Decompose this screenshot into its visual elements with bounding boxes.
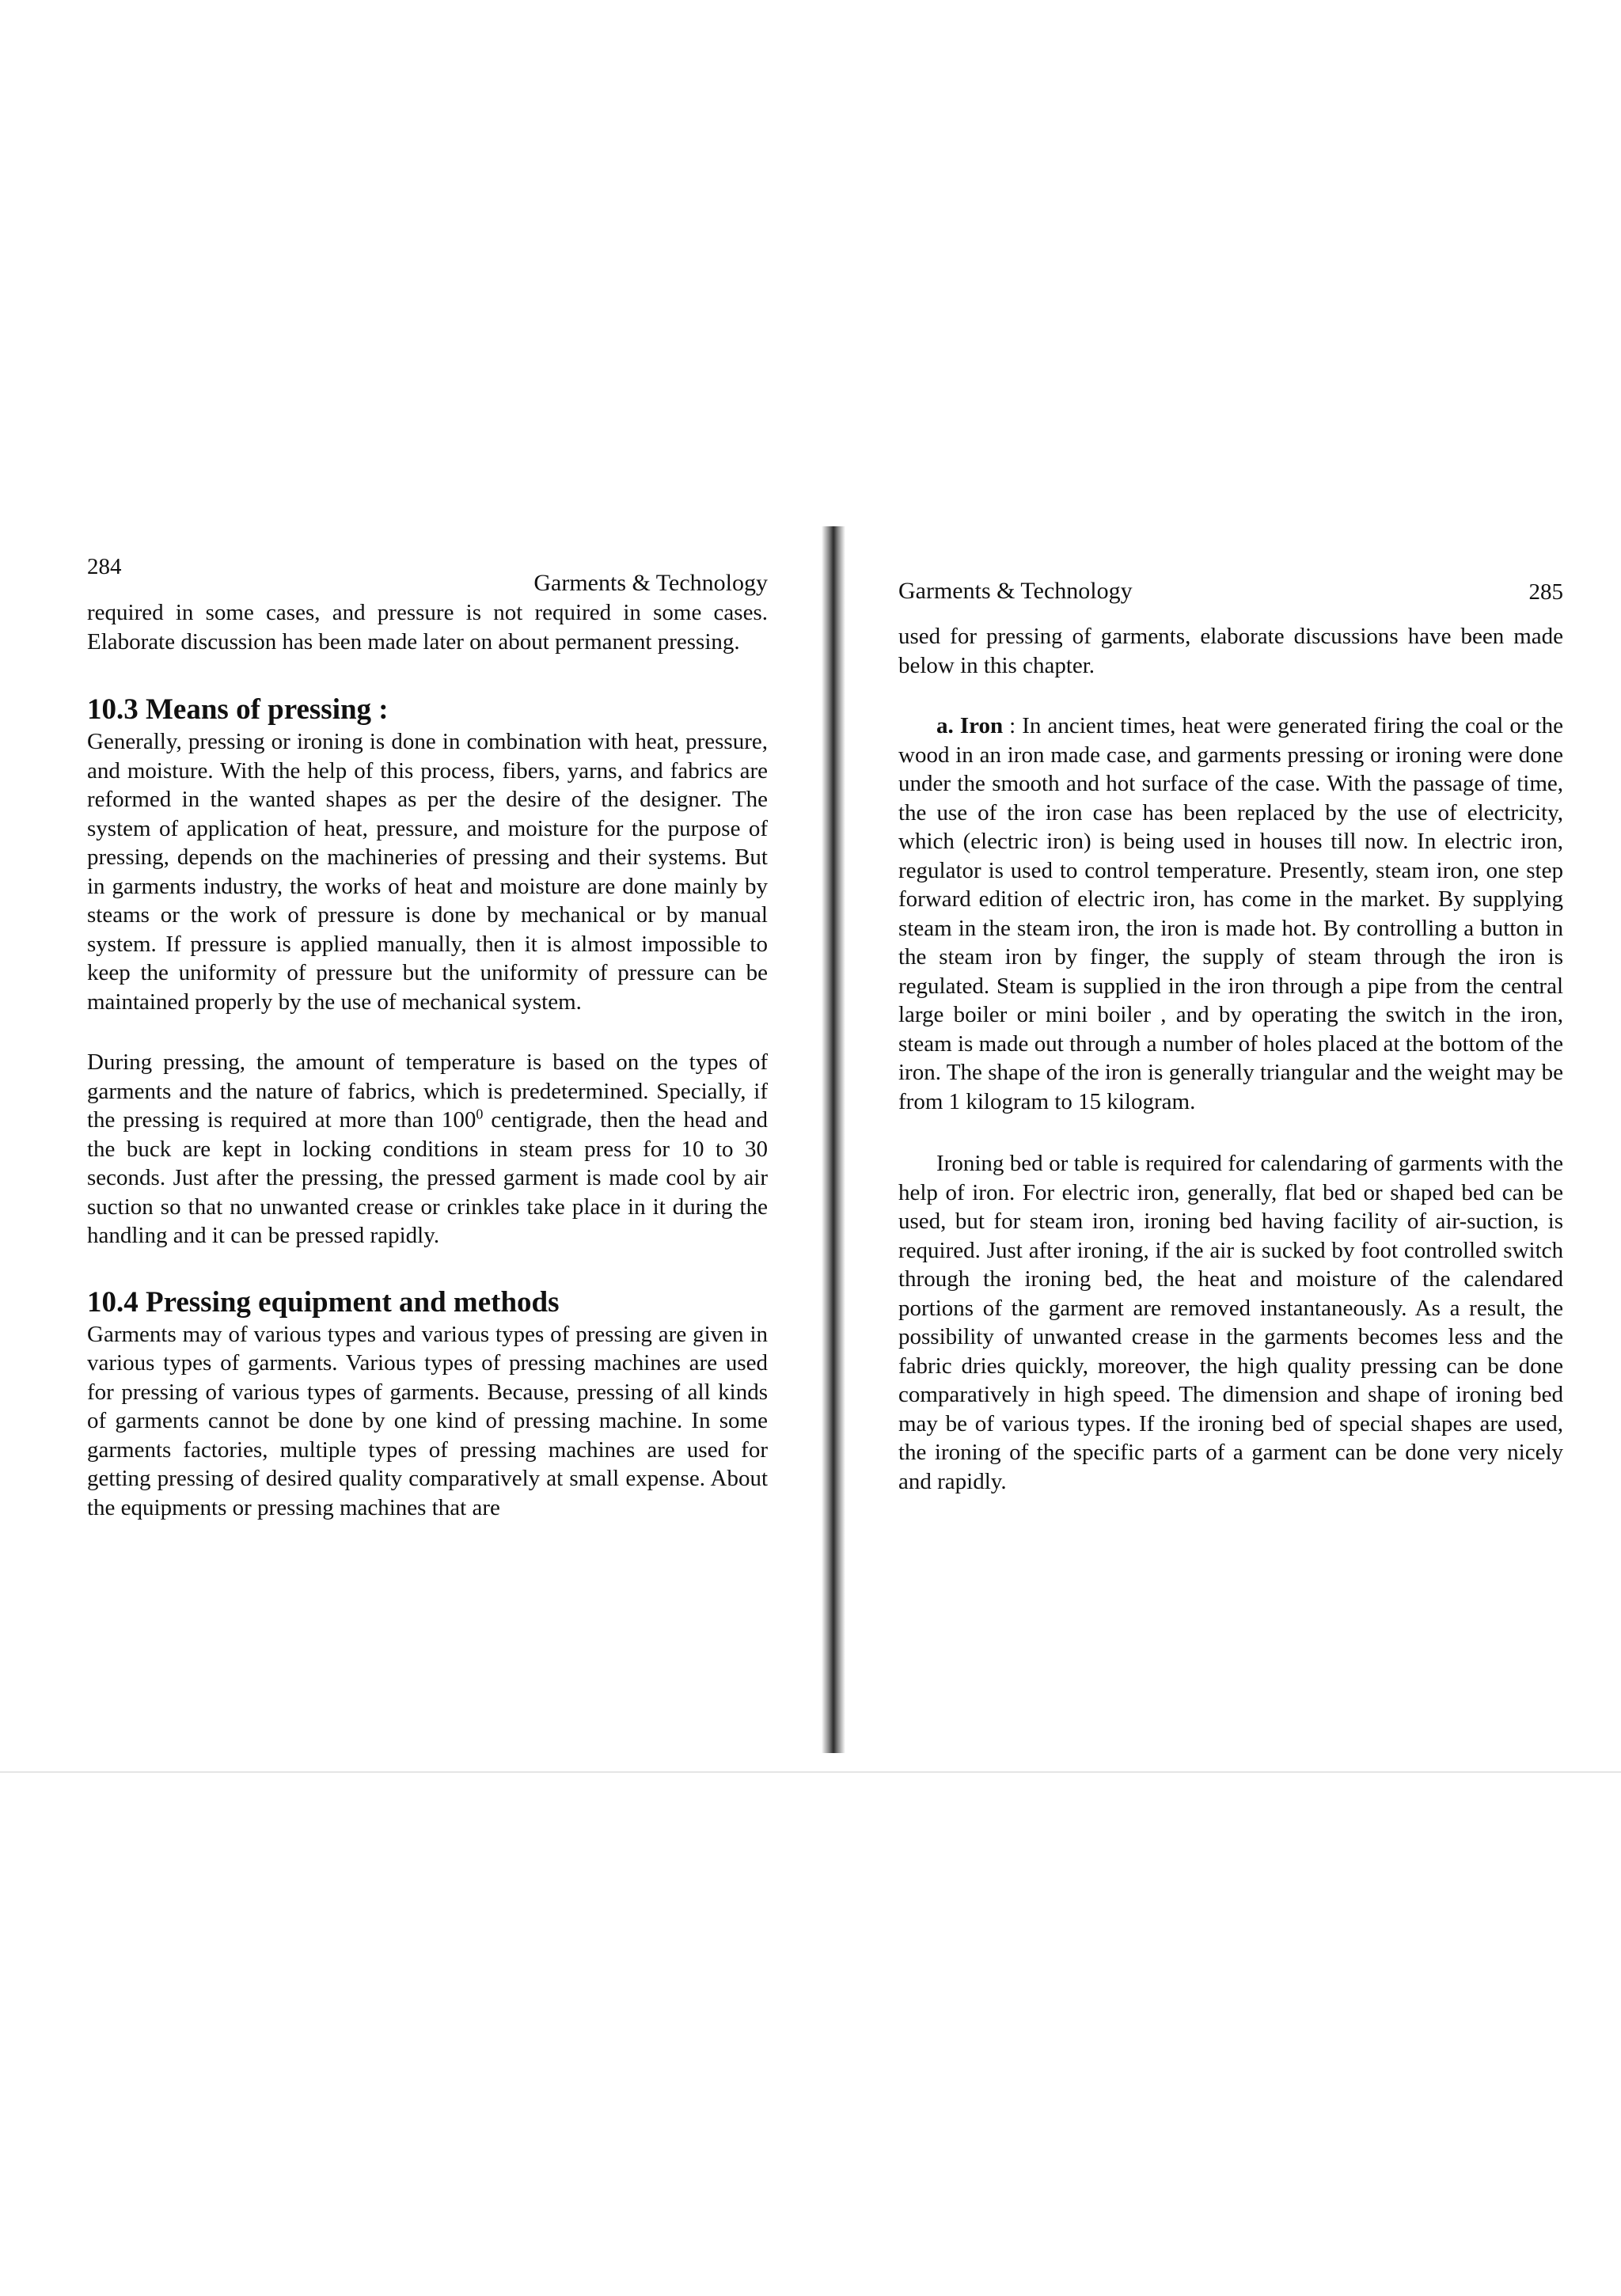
paragraph-2-text-end: centigrade, then the head and the buck are kept in locking conditions in steam press for 10 to 30 seconds. Just after the pressing, the pressed garment is made cool by air suction so that no unwanted crease or crinkles take place in it during the handling and it can be pressed rapidly.	[87, 1107, 768, 1248]
section-10-3-paragraph-2	[87, 1048, 768, 1250]
section-10-4-heading: 10.4 Pressing equipment and methods	[87, 1285, 560, 1319]
left-continuation-paragraph: required in some cases, and pressure is not required in some cases. Elaborate discussion has been made later on about permanent pressing.	[87, 600, 768, 655]
section-10-3-paragraph-1: Generally, pressing or ironing is done in combination with heat, pressure, and moisture. With the help of this process, fibers, yarns, and fabrics are reformed in the wanted shapes as per the desire of the designer. The system of application of heat, pressure, and moisture for the purpose of pressing, depends on the machineries of pressing and their systems. But in garments industry, the works of heat and moisture are done mainly by steams or the work of pressure is done by mechanical or by manual system. If pressure is applied manually, then it is almost impossible to keep the uniformity of pressure but the uniformity of pressure can be maintained properly by the use of mechanical system.	[87, 729, 768, 1015]
right-page	[898, 578, 1563, 1496]
section-10-3-heading: 10.3 Means of pressing :	[87, 693, 389, 726]
page-bottom-edge	[0, 1771, 1621, 1773]
right-running-title: Garments & Technology	[898, 578, 1133, 604]
book-gutter-shadow	[822, 526, 845, 1753]
left-running-title: Garments & Technology	[533, 570, 768, 596]
paragraph-2-text-start: During pressing, the amount of temperature is based on the types of garments and the nature of fabrics, which is predetermined. Specially, if the pressing is required at more than 100	[87, 1049, 768, 1133]
iron-paragraph	[898, 712, 1563, 1116]
left-page-number: 284	[87, 554, 122, 579]
right-page-number: 285	[1528, 579, 1563, 605]
degree-superscript: 0	[476, 1106, 484, 1122]
right-continuation-paragraph: used for pressing of garments, elaborate discussions have been made below in this chapter.	[898, 624, 1563, 678]
left-page	[87, 554, 768, 1522]
iron-paragraph-text: : In ancient times, heat were generated firing the coal or the wood in an iron made case, and garments pressing or ironing were done under the smooth and hot surface of the case. With the passage of time, the use of the iron case has been replaced by the use of electricity, which (electric iron) is being used in houses till now. In electric iron, regulator is used to control temperature. Presently, steam iron, one step forward edition of electric iron, has come in the market. By supplying steam in the steam iron, the iron is made hot. By controlling a button in the steam iron by finger, the supply of steam through the iron is regulated. Steam is supplied in the iron through a pipe from the central large boiler or mini boiler , and by operating the switch in the iron, steam is made out through a number of holes placed at the bottom of the iron. The shape of the iron is generally triangular and the weight may be from 1 kilogram to 15 kilogram.	[898, 713, 1563, 1114]
ironing-bed-paragraph: Ironing bed or table is required for calendaring of garments with the help of iron. For electric iron, generally, flat bed or shaped bed can be used, but for steam iron, ironing bed having facility of air-suction, is required. Just after ironing, if the air is sucked by foot controlled switch through the ironing bed, the heat and moisture of the calendared portions of the garment are removed instantaneously. As a result, the possibility of unwanted crease in the garments becomes less and the fabric dries quickly, moreover, the high quality pressing can be done comparatively in high speed. The dimension and shape of ironing bed may be of various types. If the ironing bed of special shapes are used, the ironing of the specific parts of a garment can be done very nicely and rapidly.	[898, 1151, 1563, 1494]
right-running-head	[898, 578, 1563, 622]
iron-run-in-label: a. Iron	[936, 713, 1004, 738]
section-10-4-paragraph-1: Garments may of various types and various types of pressing are given in various types of garments. Various types of pressing machines are used for pressing of various types of garments. Because, pressing of all kinds of garments cannot be done by one kind of pressing machine. In some garments factories, multiple types of pressing machines are used for getting pressing of desired quality comparatively at small expense. About the equipments or pressing machines that are	[87, 1321, 768, 1520]
left-running-head	[87, 554, 768, 598]
